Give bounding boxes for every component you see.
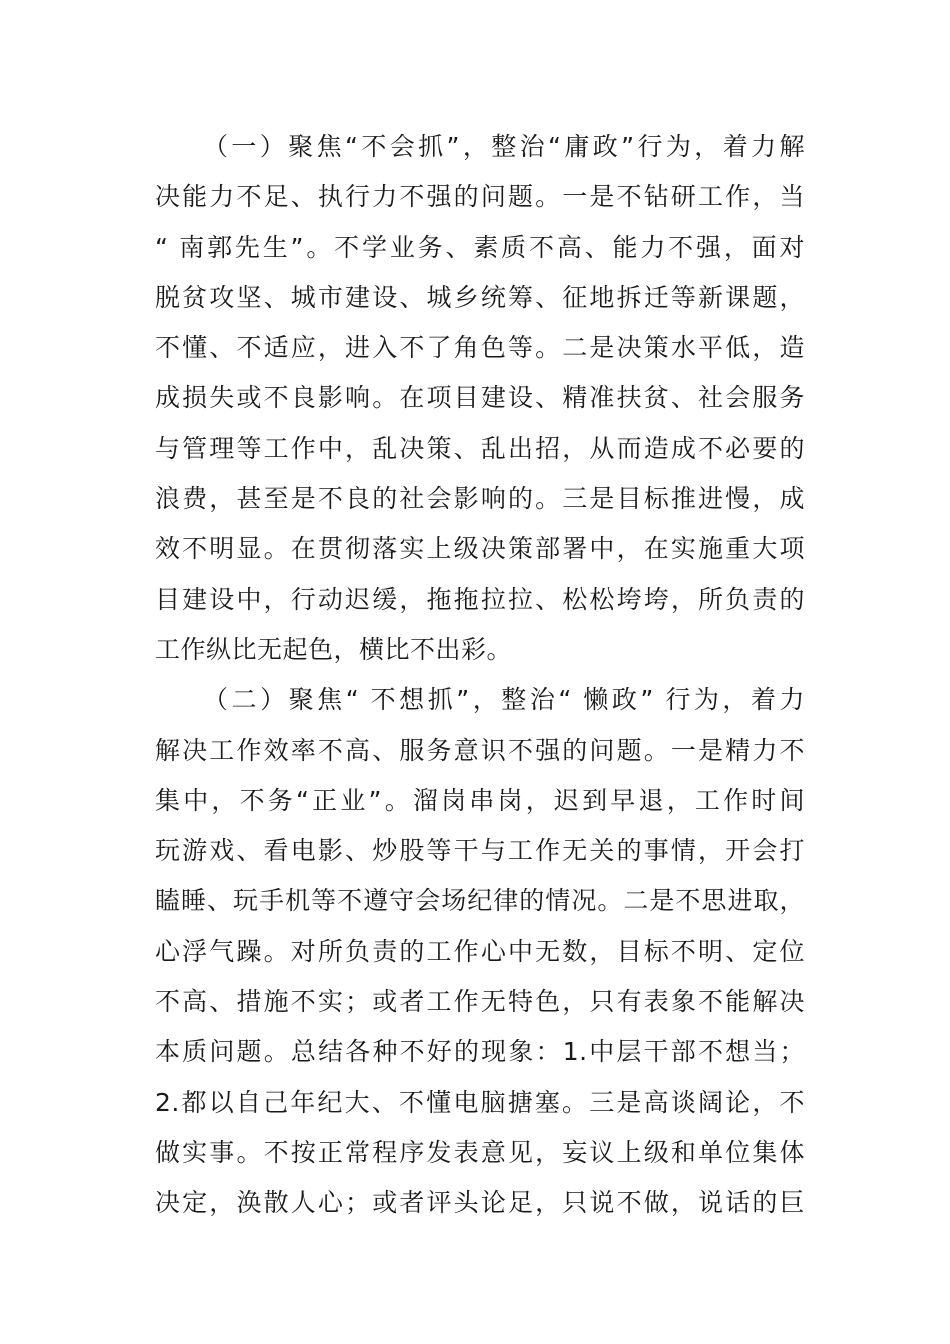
paragraph-1-line-3: “ 南郭先生”。不学业务、素质不高、能力不强，面对 (155, 232, 805, 262)
paragraph-1-line-6: 成损失或不良影响。在项目建设、精准扶贫、社会服务 (155, 383, 805, 413)
paragraph-2-line-10: 做实事。不按正常程序发表意见，妄议上级和单位集体 (155, 1137, 805, 1167)
paragraph-1-line-9: 效不明显。在贯彻落实上级决策部署中，在实施重大项 (155, 534, 805, 564)
paragraph-2-line-9: 2.都以自己年纪大、不懂电脑搪塞。三是高谈阔论，不 (155, 1087, 805, 1117)
paragraph-2-line-11: 决定，涣散人心；或者评头论足，只说不做，说话的巨 (155, 1188, 805, 1218)
paragraph-1-line-7: 与管理等工作中，乱决策、乱出招，从而造成不必要的 (155, 433, 805, 463)
body-text (155, 122, 805, 1229)
paragraph-1-line-11: 工作纵比无起色，横比不出彩。 (155, 634, 513, 664)
paragraph-2-line-7: 不高、措施不实；或者工作无特色，只有表象不能解决 (155, 987, 805, 1017)
paragraph-2-line-8: 本质问题。总结各种不好的现象：1.中层干部不想当； (155, 1037, 805, 1067)
paragraph-1-line-5: 不懂、不适应，进入不了角色等。二是决策水平低，造 (155, 333, 805, 363)
paragraph-2-line-3: 集中，不务“正业”。溜岗串岗，迟到早退，工作时间 (155, 785, 805, 815)
paragraph-1-line-2: 决能力不足、执行力不强的问题。一是不钻研工作，当 (155, 182, 805, 212)
paragraph-1-line-1: （一）聚焦“不会抓”，整治“庸政”行为，着力解 (203, 132, 805, 161)
paragraph-2-line-1: （二）聚焦“ 不想抓”，整治“ 懒政” 行为，着力 (203, 685, 805, 715)
paragraph-2-line-5: 瞌睡、玩手机等不遵守会场纪律的情况。二是不思进取， (155, 886, 805, 916)
paragraph-2-line-4: 玩游戏、看电影、炒股等干与工作无关的事情，开会打 (155, 836, 805, 866)
paragraph-1-line-10: 目建设中，行动迟缓，拖拖拉拉、松松垮垮，所负责的 (155, 584, 805, 614)
paragraph-1-line-8: 浪费，甚至是不良的社会影响的。三是目标推进慢，成 (155, 484, 805, 514)
paragraph-2-line-2: 解决工作效率不高、服务意识不强的问题。一是精力不 (155, 735, 805, 765)
paragraph-1-line-4: 脱贫攻坚、城市建设、城乡统筹、征地拆迁等新课题， (155, 282, 805, 312)
paragraph-2-line-6: 心浮气躁。对所负责的工作心中无数，目标不明、定位 (155, 936, 805, 966)
